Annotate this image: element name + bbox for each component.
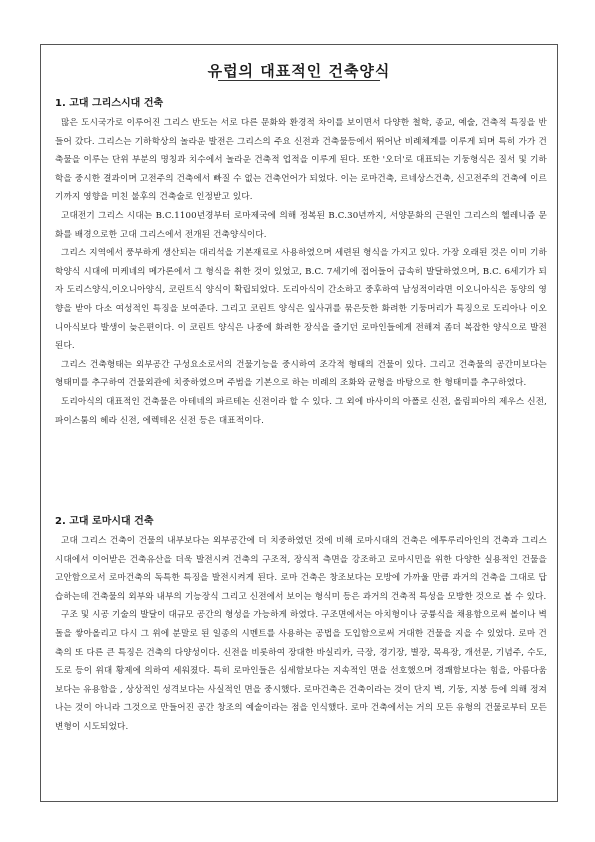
paragraph: 많은 도시국가로 이루어진 그리스 반도는 서로 다른 문화와 환경적 차이를 보이면서 다양한 철학, 종교, 예술, 건축적 특징을 반들어 갔다. 그리스는 기하학상의 놀라운 발전은 그리스의 주요 신전과 건축물등에서 뛰어난 비례체계를 이루게 되며 특히 가가 건축물을 이루는 단위 부분의 명칭과 치수에서 놀라운 건축적 업적을 이루게 된다. 또한 '오더'로 대표되는 기둥형식은 질서 및 기하학을 중시한 결과이며 고전주의 건축에서 빠질 수 없는 건축언어가 되었다. 이는 로마건축, 르네상스건축, 신고전주의 건축에 이르기까지 영향을 미친 불후의 건축술로 인정받고 있다. bbox=[55, 118, 547, 203]
document-title: 유럽의 대표적인 건축양식 bbox=[207, 62, 391, 80]
section-roman-architecture bbox=[55, 514, 547, 737]
paragraph: 그리스 건축형태는 외부공간 구성요소로서의 건물기능을 중시하여 조각적 형태의 건물이 있다. 그리고 건축물의 공간미보다는 형태미를 추구하여 건물외관에 치중하였으며 주범을 기본으로 하는 비례의 조화와 균형을 바탕으로 한 형태미를 추구하였다. bbox=[55, 359, 547, 389]
section-heading: 1. 고대 그리스시대 건축 bbox=[55, 98, 164, 109]
section-heading: 2. 고대 로마시대 건축 bbox=[55, 516, 154, 527]
section-greek-architecture bbox=[55, 96, 547, 430]
paragraph: 구조 및 시공 기술의 발달이 대규모 공간의 형성을 가능하게 하였다. 구조면에서는 아치형이나 궁륭식을 채용함으로써 볼이나 벽돌을 쌓아올리고 다시 그 위에 분말로 된 일종의 시멘트를 사용하는 공법을 도입함으로써 거대한 건물을 지을 수 있었다. 로마 건축의 또 다른 큰 특징은 건축의 다양성이다. 신전을 비롯하여 장대한 바실리카, 극장, 경기장, 별장, 목욕장, 개선문, 기념주, 수도, 도로 등이 위대 황제에 의하여 세워졌다. 특히 로마인들은 심세함보다는 지속적인 면을 선호했으며 경쾌함보다는 힘을, 아름다움보다는 유용함을 , 상상적인 성격보다는 사실적인 면을 중시했다. 로마건축은 건축이라는 것이 단지 벽, 기둥, 지붕 등에 의해 정져나는 것이 아니라 그것으로 만들어진 공간 창조의 예술이라는 점을 인식했다. 로마 건축에서는 거의 모든 유형의 건물로부터 모든 변형이 시도되었다. bbox=[55, 610, 547, 732]
paragraph: 그리스 지역에서 풍부하게 생산되는 대리석을 기본재료로 사용하였으며 세련된 형식을 가지고 있다. 가장 오래된 것은 이미 기하학양식 시대에 미케네의 메가론에서 그 형식을 취한 것이 있었고, B.C. 7세기에 접어들어 급속히 발달하였으며, B.C. 6세기가 되자 도리스양식,이오니아양식, 코린트식 양식이 확립되었다. 도리아식이 간소하고 중후하여 남성적이라면 이오니아식은 동양의 영향을 받아 다소 여성적인 특징을 보여준다. 그리고 코린트 양식은 잎사귀를 묶은듯한 화려한 기둥머리가 특징으로 도리아나 이오니아식보다 발생이 늦은편이다. 이 코린트 양식은 나중에 화려한 장식을 즐기던 로마인들에게 전해져 좀더 복잡한 양식으로 발전된다. bbox=[55, 248, 547, 352]
paragraph: 도리아식의 대표적인 건축물은 아테네의 파르테논 신전이라 할 수 있다. 그 외에 바사이의 아폴로 신전, 올림피아의 제우스 신전, 파이스툼의 헤라 신전, 에렉테온 신전 등은 대표적이다. bbox=[55, 396, 547, 426]
paragraph: 고대 그리스 건축이 건물의 내부보다는 외부공간에 더 치중하였던 것에 비해 로마시대의 건축은 에투루리아인의 건축과 그리스 시대에서 이어받은 건축유산을 더욱 발전시켜 건축의 구조적, 장식적 측면을 강조하고 로마시민을 위한 다양한 실용적인 건물을 고안함으로서 로마건축의 독특한 특징을 발전시켜게 된다. 로마 건축은 창조보다는 모방에 가까울 만큼 과거의 건축을 그대로 답습하는데 건축물의 외부와 내부의 기능장식 그리고 신전에서 보이는 형식미 등은 과거의 건축적 특성을 모방한 것으로 볼 수 있다. bbox=[55, 536, 547, 602]
paragraph: 고대전기 그리스 시대는 B.C.1100년경부터 로마제국에 의해 정복된 B.C.30년까지, 서양문화의 근원인 그리스의 헬레니즘 문화를 배경으로한 고대 그리스에서 전개된 건축양식이다. bbox=[55, 210, 547, 240]
title-underline bbox=[218, 80, 380, 81]
